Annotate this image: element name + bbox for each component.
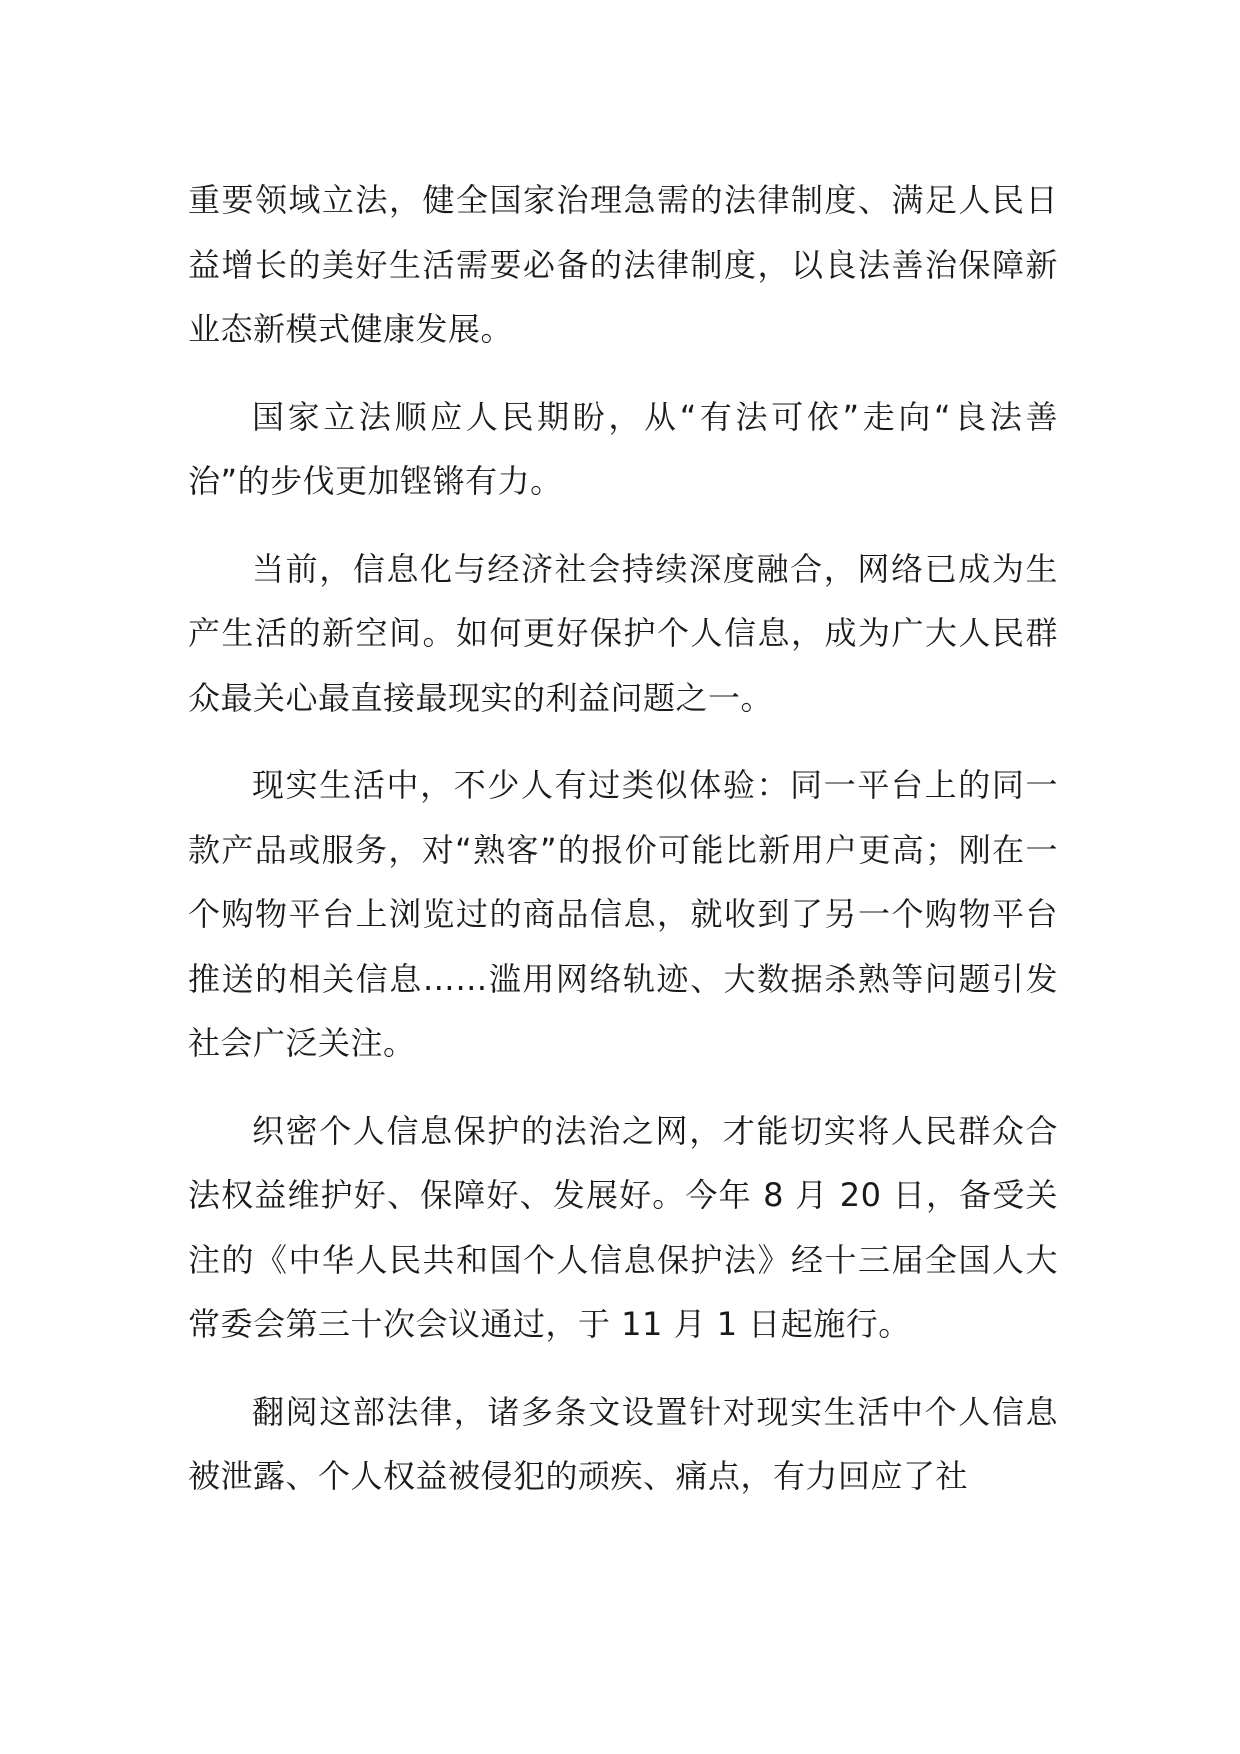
document-body — [188, 168, 1058, 1532]
paragraph: 当前，信息化与经济社会持续深度融合，网络已成为生产生活的新空间。如何更好保护个人信息，成为广大人民群众最关心最直接最现实的利益问题之一。 — [188, 549, 1058, 717]
paragraph: 重要领域立法，健全国家治理急需的法律制度、满足人民日益增长的美好生活需要必备的法律制度，以良法善治保障新业态新模式健康发展。 — [188, 181, 1058, 348]
paragraph: 翻阅这部法律，诸多条文设置针对现实生活中个人信息被泄露、个人权益被侵犯的顽疾、痛点，有力回应了社 — [188, 1392, 1058, 1495]
paragraph: 织密个人信息保护的法治之网，才能切实将人民群众合法权益维护好、保障好、发展好。今年 8 月 20 日，备受关注的《中华人民共和国个人信息保护法》经十三届全国人大常委会第三十次会议通过，于 11 月 1 日起施行。 — [188, 1111, 1058, 1343]
paragraph: 现实生活中，不少人有过类似体验：同一平台上的同一款产品或服务，对“熟客”的报价可能比新用户更高；刚在一个购物平台上浏览过的商品信息，就收到了另一个购物平台推送的相关信息……滥用网络轨迹、大数据杀熟等问题引发社会广泛关注。 — [188, 766, 1058, 1062]
paragraph: 国家立法顺应人民期盼，从“有法可依”走向“良法善治”的步伐更加铿锵有力。 — [188, 397, 1058, 500]
